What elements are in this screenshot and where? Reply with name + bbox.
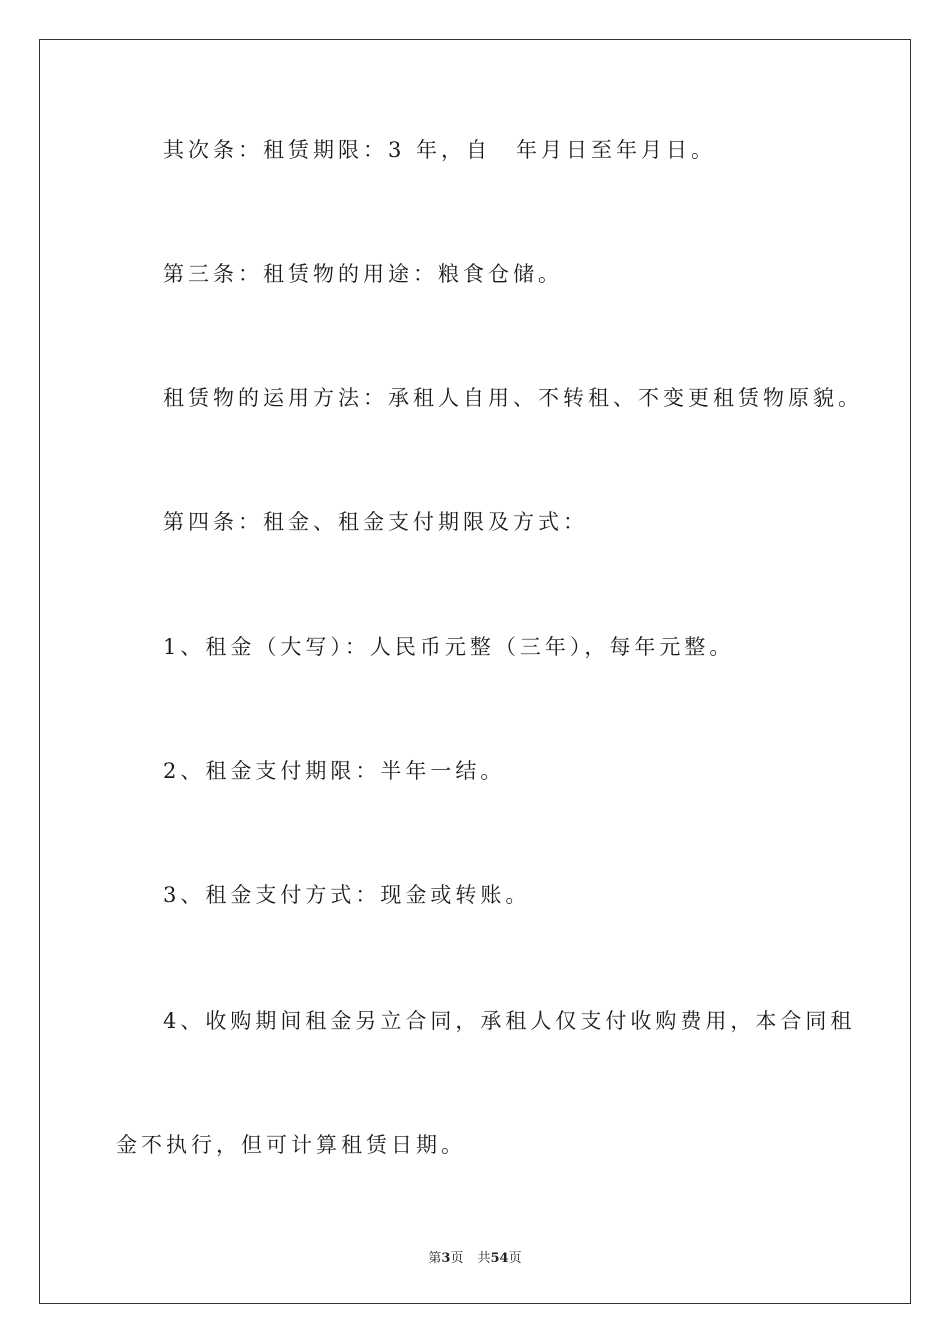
footer-page-prefix: 第 — [428, 1251, 442, 1266]
page-border — [39, 39, 911, 1304]
footer-page-number: 3 — [441, 1251, 451, 1266]
paragraph-lease-term: 其次条：租赁期限：3 年，自 年月日至年月日。 — [163, 138, 717, 162]
page-footer — [0, 1247, 950, 1266]
paragraph-usage-method: 租赁物的运用方法：承租人自用、不转租、不变更租赁物原貌。 — [163, 386, 863, 410]
paragraph-lease-purpose: 第三条：租赁物的用途：粮食仓储。 — [163, 262, 563, 286]
paragraph-payment-method: 3、租金支付方式：现金或转账。 — [163, 883, 531, 907]
paragraph-payment-period: 2、租金支付期限：半年一结。 — [163, 759, 506, 783]
paragraph-rent-heading: 第四条：租金、租金支付期限及方式： — [163, 510, 588, 534]
paragraph-rent-amount: 1、租金（大写）：人民币元整（三年），每年元整。 — [163, 635, 735, 659]
footer-page-suffix: 页 — [450, 1251, 464, 1266]
footer-total-prefix: 共 — [477, 1251, 491, 1266]
footer-total-suffix: 页 — [508, 1251, 522, 1266]
paragraph-purchase-period: 4、收购期间租金另立合同，承租人仅支付收购费用，本合同租 — [163, 1009, 856, 1033]
paragraph-purchase-period-cont: 金不执行，但可计算租赁日期。 — [116, 1133, 466, 1157]
footer-total-pages: 54 — [490, 1251, 509, 1266]
